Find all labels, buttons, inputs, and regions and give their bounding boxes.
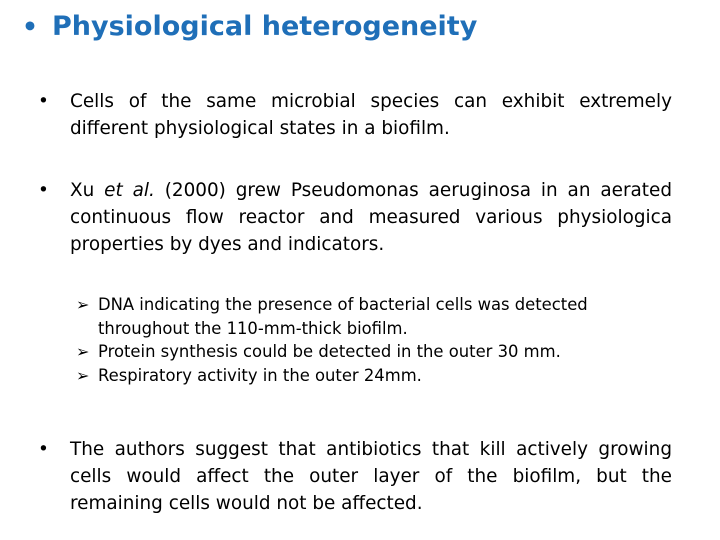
sub-bullet-text: Protein synthesis could be detected in the outer 30 mm. [98, 342, 561, 361]
sub-bullet-item-3 [76, 364, 674, 388]
sub-bullet-text: Respiratory activity in the outer 24mm. [98, 365, 422, 385]
sub-bullet-item-2 [76, 340, 674, 364]
sub-bullet-list [76, 293, 674, 387]
sub-bullet-text: DNA indicating the presence of bacterial cells was detected throughout the 110-mm-thick biofilm. [98, 295, 588, 338]
bullet-item-1 [38, 88, 672, 142]
arrow-bullet-icon: ➢ [76, 365, 90, 385]
title-bullet-icon: • [22, 12, 38, 41]
bullet-text-part: Xu [70, 180, 105, 201]
bullet-text-italic: et al. [104, 180, 155, 201]
arrow-bullet-icon: ➢ [76, 342, 90, 361]
title-text: Physiological heterogeneity [52, 11, 478, 42]
bullet-text: The authors suggest that antibiotics that kill actively growing cells would affect the outer layer of the biofilm, but the remaining cells would not be affected. [70, 439, 672, 514]
arrow-bullet-icon: ➢ [76, 295, 90, 314]
bullet-text-part: (2000) grew Pseudomonas aeruginosa in an aerated continuous flow reactor and measured various physiologica properties by dyes and indicators. [70, 180, 672, 255]
bullet-item-2 [38, 177, 672, 258]
slide-title [22, 4, 477, 50]
sub-bullet-item-1 [76, 293, 674, 340]
bullet-icon: • [38, 91, 49, 112]
bullet-item-3 [38, 436, 672, 517]
bullet-icon: • [38, 180, 49, 201]
bullet-text [70, 177, 672, 258]
bullet-text: Cells of the same microbial species can exhibit extremely different physiological states in a biofilm. [70, 91, 672, 139]
bullet-icon: • [38, 439, 49, 460]
